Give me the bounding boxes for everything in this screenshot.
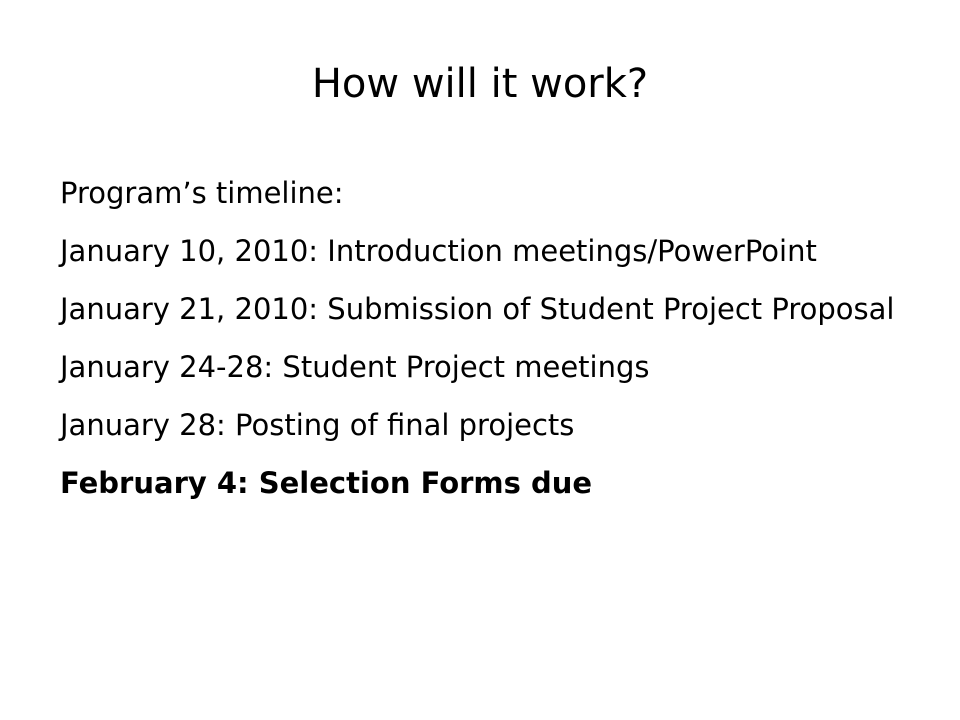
timeline-list — [60, 173, 910, 521]
timeline-item-selection-forms-due: February 4: Selection Forms due — [60, 466, 593, 500]
timeline-item-proposal-submission: January 21, 2010: Submission of Student Project Proposal — [60, 292, 895, 326]
timeline-item-posting-final-projects: January 28: Posting of final projects — [60, 408, 575, 442]
timeline-item-project-meetings: January 24-28: Student Project meetings — [60, 350, 650, 384]
timeline-item-introduction: January 10, 2010: Introduction meetings/PowerPoint — [60, 234, 817, 268]
slide-title: How will it work? — [311, 61, 649, 107]
timeline-heading: Program’s timeline: — [60, 176, 344, 210]
